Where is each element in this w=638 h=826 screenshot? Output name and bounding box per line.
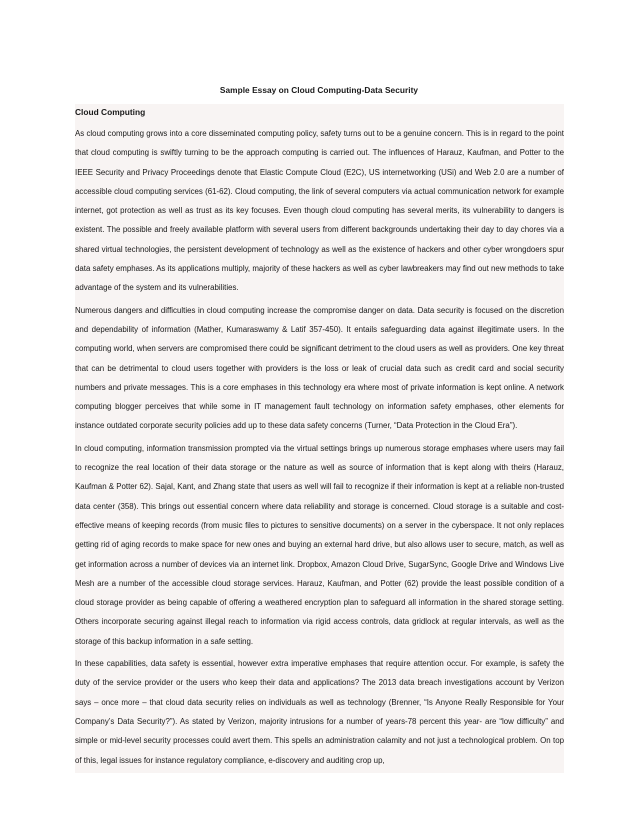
paragraph-1: As cloud computing grows into a core disseminated computing policy, safety turns out to be a genuine concern. This is in regard to the point that cloud computing is swiftly turning to be the approach computing is carried out. The influences of Harauz, Kaufman, and Potter to the IEEE Security and Privacy Proceedings denote that Elastic Compute Cloud (E2C), US internetworking (USi) and Web 2.0 are a number of accessible cloud computing services (61-62). Cloud computing, the link of several computers via actual communication network for example internet, got protection as well as trust as its key focuses. Even though cloud computing has several merits, its vulnerability to dangers is existent. The possible and freely available platform with several users from different backgrounds undertaking their day to day chores via a shared virtual technologies, the persistent development of technology as well as the existence of hackers and other cyber wrongdoers spur data safety emphases. As its applications multiply, majority of these hackers as well as cyber lawbreakers may find out new methods to take advantage of the system and its vulnerabilities. bbox=[75, 129, 564, 293]
section-heading: Cloud Computing bbox=[75, 107, 146, 117]
document-title: Sample Essay on Cloud Computing-Data Security bbox=[219, 85, 419, 95]
paragraph-2: Numerous dangers and difficulties in cloud computing increase the compromise danger on data. Data security is focused on the discretion and dependability of information (Mather, Kumaraswamy & Latif 357-450). It entails safeguarding data against illegitimate users. In the computing world, when servers are compromised there could be significant detriment to the cloud users as well as providers. One key threat that can be detrimental to cloud users together with providers is the loss or leak of crucial data such as credit card and social security numbers and private messages. This is a core emphases in this technology era where most of private information is kept online. A network computing blogger perceives that while some in IT management fault technology on information safety emphases, other elements for instance outdated corporate security policies add up to these data safety concerns (Turner, “Data Protection in the Cloud Era”). bbox=[75, 305, 564, 431]
paragraph-4: In these capabilities, data safety is essential, however extra imperative emphases that require attention occur. For example, is safety the duty of the service provider or the users who keep their data and applications? The 2013 data breach investigations account by Verizon says – once more – that cloud data security relies on individuals as well as technology (Brenner, “Is Anyone Really Responsible for Your Company’s Data Security?”). As stated by Verizon, majority intrusions for a number of years-78 percent this year- are “low difficulty” and simple or mid-level security processes could avert them. This spells an administration calamity and not just a technological problem. On top of this, legal issues for instance regulatory compliance, e-discovery and auditing crop up, bbox=[75, 659, 564, 765]
document-body bbox=[75, 104, 564, 773]
paragraph-3: In cloud computing, information transmission prompted via the virtual settings brings up numerous storage emphases where users may fail to recognize the real location of their data storage or the nature as well as source of information that is kept along with theirs (Harauz, Kaufman & Potter 62). Sajal, Kant, and Zhang state that users as well will fail to recognize if their information is kept at a reliable non-trusted data center (358). This brings out essential concern where data reliability and storage is concerned. Cloud storage is a suitable and cost-effective means of keeping records (from music files to pictures to sensitive documents) on a server in the cyberspace. It not only replaces getting rid of aging records to make space for new ones and buying an external hard drive, but also allows user to secure, match, as well as get information across a number of devices via an internet link. Dropbox, Amazon Cloud Drive, SugarSync, Google Drive and Windows Live Mesh are a number of the accessible cloud storage services. Harauz, Kaufman, and Potter (62) provide the least possible condition of a cloud storage provider as being capable of offering a weathered encryption plan to safeguard all information in the shared storage setting. Others incorporate securing against illegal reach to information via rigid access controls, data gridlock at regular intervals, as well as the storage of this backup information in a safe setting. bbox=[75, 443, 564, 646]
